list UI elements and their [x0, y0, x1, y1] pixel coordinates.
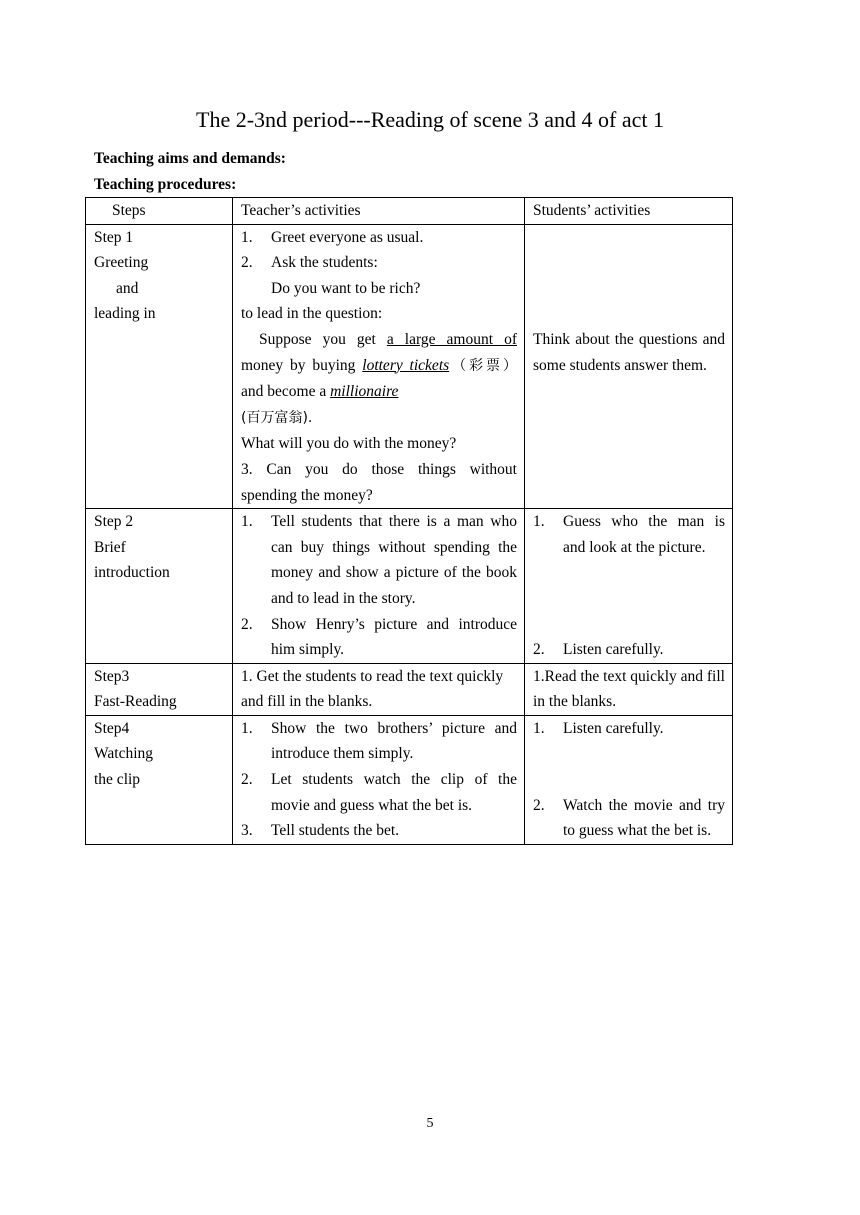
step2-name: Step 2 Brief introduction [86, 509, 233, 664]
list-item: 3. Tell students the bet. [241, 822, 400, 840]
step1-item3: 3. Can you do those things without spending the money? [241, 460, 517, 504]
list-item: 2. Let students watch the clip of the movie and guess what the bet is. [241, 771, 517, 814]
step3-teacher-activities: 1. Get the students to read the text quickly and fill in the blanks. [233, 663, 525, 715]
page-title: The 2-3nd period---Reading of scene 3 and 4 of act 1 [196, 107, 664, 132]
header-students-activities: Students’ activities [525, 198, 733, 225]
header-teacher-activities: Teacher’s activities [233, 198, 525, 225]
list-item: 2. Show Henry’s picture and introduce him simply. [241, 615, 517, 659]
step1-student-activities: Think about the questions and some students answer them. [525, 224, 733, 509]
step4-teacher-activities [233, 715, 525, 844]
teaching-aims-label: Teaching aims and demands: [94, 150, 286, 167]
list-item: 1. Listen carefully. [533, 719, 664, 737]
money-question: What will you do with the money? [241, 435, 457, 453]
lead-in-text: to lead in the question: [241, 305, 383, 323]
table-row-step1 [86, 224, 733, 509]
list-item: 1. Greet everyone as usual. [241, 228, 424, 246]
step2-student-activities [525, 509, 733, 664]
table-header-row [86, 198, 733, 225]
step1-teacher-activities [233, 224, 525, 509]
table-row-step4 [86, 715, 733, 844]
list-item: 2. Listen carefully. [533, 641, 664, 659]
step3-student-activities: 1.Read the text quickly and fill in the blanks. [525, 663, 733, 715]
step1-name: Step 1 Greeting and leading in [86, 224, 233, 509]
list-item: 1. Guess who the man is and look at the picture. [533, 513, 725, 556]
list-item: 1. Tell students that there is a man who can buy things without spending the money and show a picture of the book and to lead in the story. [241, 513, 517, 607]
page-number: 5 [426, 1116, 434, 1131]
header-steps: Steps [86, 198, 233, 225]
list-item: 2. Ask the students: [241, 254, 378, 272]
procedures-table [85, 197, 733, 845]
teaching-procedures-label: Teaching procedures: [94, 176, 237, 193]
suppose-paragraph: Suppose you get a large amount of money by buying lottery tickets（彩票） and become a millionaire (百万富翁). [241, 330, 518, 426]
table-row-step2 [86, 509, 733, 664]
step4-name: Step4 Watching the clip [86, 715, 233, 844]
rich-question: Do you want to be rich? [271, 279, 421, 297]
table-row-step3 [86, 663, 733, 715]
list-item: 2. Watch the movie and try to guess what the bet is. [533, 796, 725, 840]
step2-teacher-activities [233, 509, 525, 664]
step3-name: Step3 Fast-Reading [86, 663, 233, 715]
list-item: 1. Show the two brothers’ picture and introduce them simply. [241, 719, 517, 763]
step4-student-activities [525, 715, 733, 844]
